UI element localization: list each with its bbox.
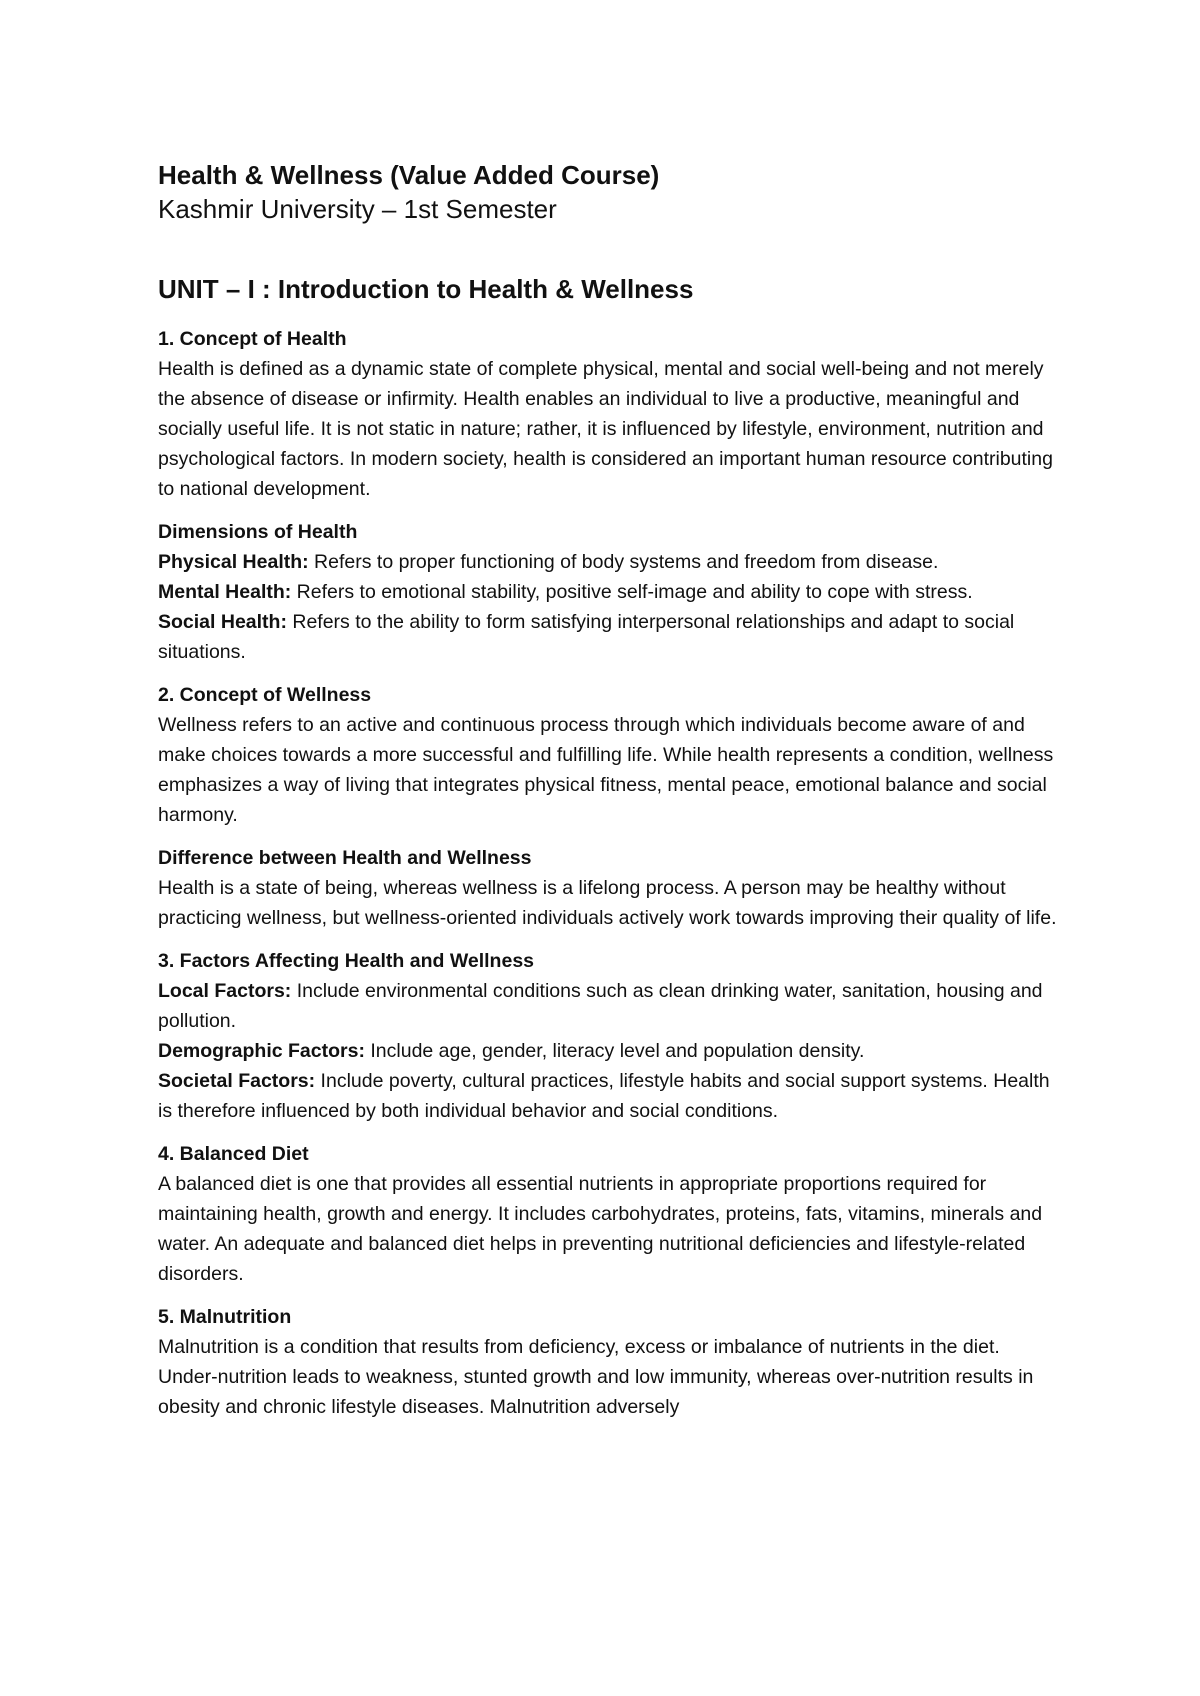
definition-term: Societal Factors: <box>158 1070 316 1092</box>
section-heading: 5. Malnutrition <box>158 1306 292 1328</box>
section-malnutrition <box>158 1302 1058 1422</box>
definition-text: Refers to proper functioning of body systems and freedom from disease. <box>308 551 939 573</box>
definition-term: Mental Health: <box>158 581 292 603</box>
definition-term: Demographic Factors: <box>158 1040 365 1062</box>
section-heading: 4. Balanced Diet <box>158 1143 309 1165</box>
document-content <box>158 158 1058 1422</box>
definition-text: Refers to the ability to form satisfying interpersonal relationships and adapt to social situations. <box>158 611 1015 663</box>
section-concept-of-wellness <box>158 680 1058 830</box>
definition-term: Physical Health: <box>158 551 309 573</box>
document-subtitle: Kashmir University – 1st Semester <box>158 194 557 224</box>
section-concept-of-health <box>158 324 1058 504</box>
section-body: Wellness refers to an active and continuous process through which individuals become aware of and make choices towards a more successful and fulfilling life. While health represents a condition, wellness emphasizes a way of living that integrates physical fitness, mental peace, emotional balance and social harmony. <box>158 714 1054 826</box>
section-balanced-diet <box>158 1139 1058 1289</box>
definition-local-factors <box>158 976 1058 1036</box>
definition-mental-health <box>158 577 1058 607</box>
definition-text: Include environmental conditions such as clean drinking water, sanitation, housing and pollution. <box>158 980 1043 1032</box>
section-heading: 1. Concept of Health <box>158 328 347 350</box>
section-difference <box>158 843 1058 933</box>
section-heading: 3. Factors Affecting Health and Wellness <box>158 950 535 972</box>
definition-societal-factors <box>158 1066 1058 1126</box>
section-body: Malnutrition is a condition that results from deficiency, excess or imbalance of nutrients in the diet. Under-nutrition leads to weakness, stunted growth and low immunity, whereas over-nutrition results in obesity and chronic lifestyle diseases. Malnutrition adversely <box>158 1336 1034 1418</box>
document-title: Health & Wellness (Value Added Course) <box>158 160 660 190</box>
definition-term: Social Health: <box>158 611 287 633</box>
section-factors <box>158 946 1058 1126</box>
definition-physical-health <box>158 547 1058 577</box>
definition-demographic-factors <box>158 1036 1058 1066</box>
unit-heading: UNIT – I : Introduction to Health & Wellness <box>158 274 694 304</box>
definition-text: Refers to emotional stability, positive self-image and ability to cope with stress. <box>291 581 973 603</box>
section-heading: Dimensions of Health <box>158 521 358 543</box>
definition-term: Local Factors: <box>158 980 292 1002</box>
section-body: A balanced diet is one that provides all essential nutrients in appropriate proportions required for maintaining health, growth and energy. It includes carbohydrates, proteins, fats, vitamins, minerals and water. An adequate and balanced diet helps in preventing nutritional deficiencies and lifestyle-related disorders. <box>158 1173 1043 1285</box>
section-heading: Difference between Health and Wellness <box>158 847 532 869</box>
section-heading: 2. Concept of Wellness <box>158 684 372 706</box>
definition-text: Include age, gender, literacy level and population density. <box>364 1040 865 1062</box>
section-body: Health is defined as a dynamic state of complete physical, mental and social well-being and not merely the absence of disease or infirmity. Health enables an individual to live a productive, meaningful and socially useful life. It is not static in nature; rather, it is influenced by lifestyle, environment, nutrition and psychological factors. In modern society, health is considered an important human resource contributing to national development. <box>158 358 1053 500</box>
definition-text: Include poverty, cultural practices, lifestyle habits and social support systems. Health is therefore influenced by both individual behavior and social conditions. <box>158 1070 1050 1122</box>
section-dimensions-of-health <box>158 517 1058 667</box>
definition-social-health <box>158 607 1058 667</box>
section-body: Health is a state of being, whereas wellness is a lifelong process. A person may be healthy without practicing wellness, but wellness-oriented individuals actively work towards improving their quality of life. <box>158 877 1057 929</box>
